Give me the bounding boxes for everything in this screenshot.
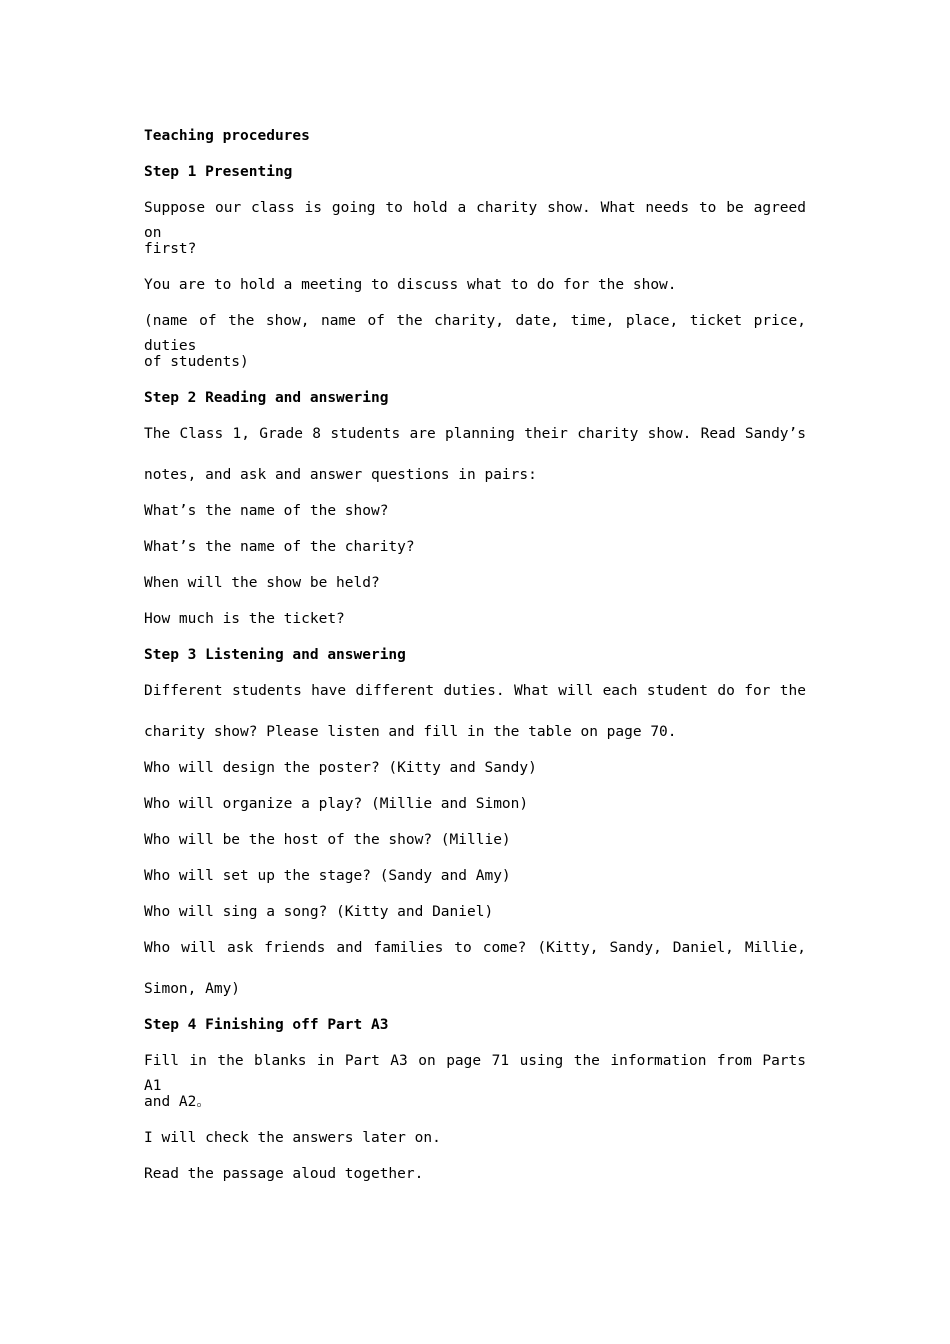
step1-paragraph-3a: (name of the show, name of the charity, date, time, place, ticket price, duties	[144, 313, 806, 354]
step3-question: Who will set up the stage? (Sandy and Amy)	[144, 868, 511, 884]
step2-heading: Step 2 Reading and answering	[144, 390, 389, 406]
step2-question: What’s the name of the show?	[144, 503, 389, 519]
step3-question: Who will organize a play? (Millie and Simon)	[144, 796, 529, 812]
step2-paragraph-1a: The Class 1, Grade 8 students are planning their charity show. Read Sandy’s	[144, 426, 806, 442]
step3-question: Who will sing a song? (Kitty and Daniel)	[144, 904, 494, 920]
step1-paragraph-1a: Suppose our class is going to hold a charity show. What needs to be agreed on	[144, 200, 806, 241]
step4-paragraph-1b: and A2。	[144, 1094, 211, 1110]
step3-question-6a: Who will ask friends and families to come? (Kitty, Sandy, Daniel, Millie,	[144, 940, 806, 956]
step1-heading: Step 1 Presenting	[144, 164, 293, 180]
step1-paragraph-2: You are to hold a meeting to discuss what to do for the show.	[144, 277, 677, 293]
step3-question-6b: Simon, Amy)	[144, 981, 241, 997]
doc-title: Teaching procedures	[144, 128, 310, 144]
step2-paragraph-1b: notes, and ask and answer questions in pairs:	[144, 467, 537, 483]
step2-question: How much is the ticket?	[144, 611, 345, 627]
step3-question: Who will design the poster? (Kitty and Sandy)	[144, 760, 537, 776]
step4-paragraph-1a: Fill in the blanks in Part A3 on page 71 using the information from Parts A1	[144, 1053, 806, 1094]
step4-heading: Step 4 Finishing off Part A3	[144, 1017, 389, 1033]
document-body	[144, 124, 806, 1198]
step3-question: Who will be the host of the show? (Millie)	[144, 832, 511, 848]
step3-heading: Step 3 Listening and answering	[144, 647, 406, 663]
step3-paragraph-1a: Different students have different duties. What will each student do for the	[144, 683, 806, 699]
step1-paragraph-1b: first?	[144, 241, 197, 257]
step2-question: When will the show be held?	[144, 575, 380, 591]
step2-question: What’s the name of the charity?	[144, 539, 415, 555]
step1-paragraph-3b: of students)	[144, 354, 249, 370]
step3-paragraph-1b: charity show? Please listen and fill in the table on page 70.	[144, 724, 677, 740]
step4-paragraph-2: I will check the answers later on.	[144, 1130, 441, 1146]
step4-paragraph-3: Read the passage aloud together.	[144, 1166, 424, 1182]
